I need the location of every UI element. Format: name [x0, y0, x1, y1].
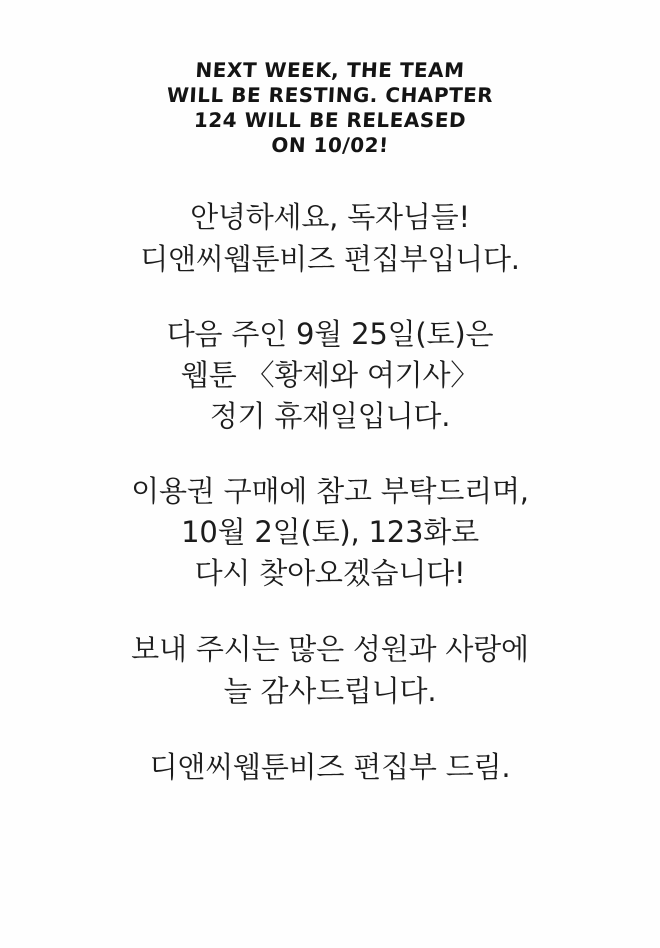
- korean-line: 안녕하세요, 독자님들!: [190, 200, 470, 234]
- korean-paragraph-signature: [0, 746, 660, 788]
- korean-line: 10월 2일(토), 123화로: [181, 515, 479, 549]
- english-announcement: [0, 58, 660, 158]
- korean-announcement: [0, 196, 660, 788]
- korean-line: 이용권 구매에 참고 부탁드리며,: [131, 474, 529, 508]
- korean-paragraph-greeting: [0, 196, 660, 280]
- korean-line: 디앤씨웹툰비즈 편집부 드림.: [149, 750, 511, 784]
- english-announcement-line: NEXT WEEK, THE TEAM: [194, 58, 466, 82]
- korean-line: 웹툰 〈황제와 여기사〉: [180, 358, 480, 392]
- english-announcement-line: WILL BE RESTING. CHAPTER: [166, 83, 494, 107]
- english-announcement-line: ON 10/02!: [270, 133, 390, 157]
- korean-line: 보내 주시는 많은 성원과 사랑에: [131, 632, 529, 666]
- korean-line: 디앤씨웹툰비즈 편집부입니다.: [140, 242, 520, 276]
- korean-paragraph-return-date: [0, 471, 660, 594]
- korean-line: 늘 감사드립니다.: [223, 674, 437, 708]
- english-announcement-line: 124 WILL BE RELEASED: [193, 108, 467, 132]
- korean-line: 다시 찾아오겠습니다!: [194, 556, 466, 590]
- korean-line: 정기 휴재일입니다.: [209, 399, 451, 433]
- korean-paragraph-thanks: [0, 628, 660, 712]
- korean-line: 다음 주인 9월 25일(토)은: [166, 317, 494, 351]
- korean-paragraph-hiatus-date: [0, 314, 660, 437]
